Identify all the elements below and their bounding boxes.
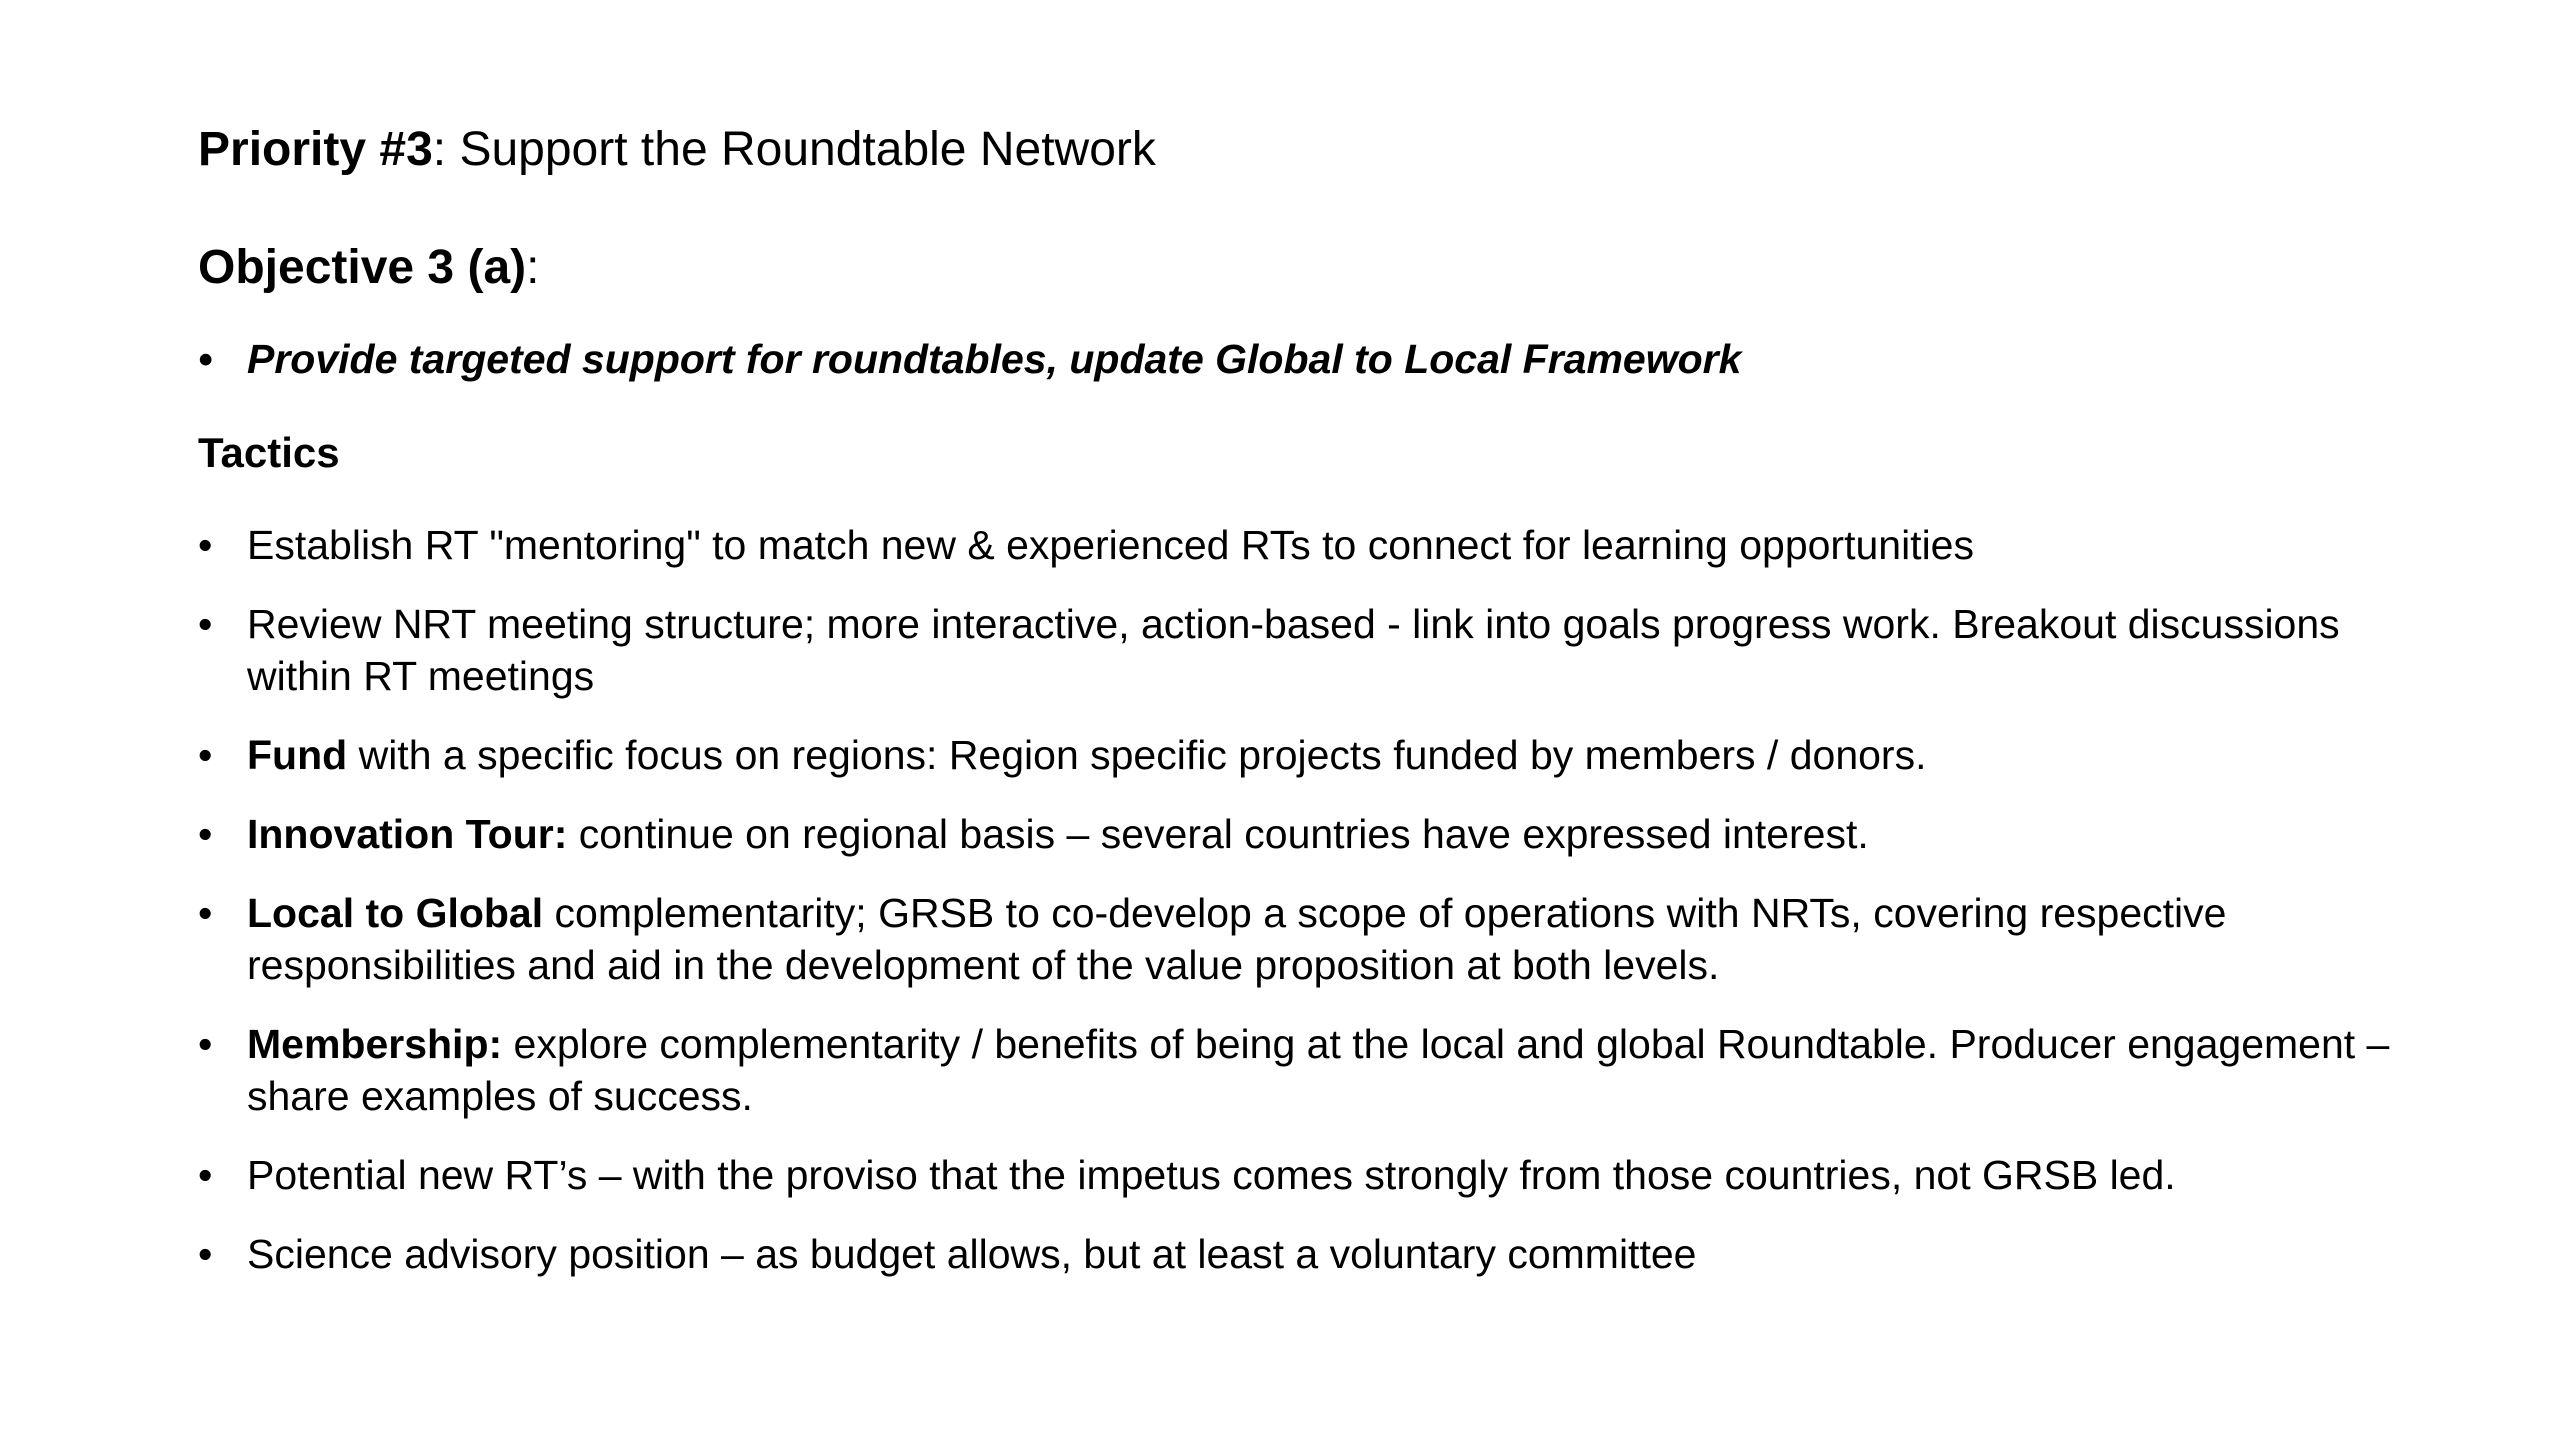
tactics-list [198, 519, 2398, 1280]
objective-list [198, 333, 2398, 385]
tactic-text: Establish RT "mentoring" to match new & experienced RTs to connect for learning opportunities [247, 522, 1974, 568]
tactic-item [198, 729, 2398, 781]
priority-text: : Support the Roundtable Network [432, 123, 1156, 176]
tactic-text: Review NRT meeting structure; more interactive, action-based - link into goals progress work. Breakout discussions within RT meetings [247, 601, 2340, 699]
tactic-lead: Fund [247, 732, 348, 778]
tactic-text: Science advisory position – as budget allows, but at least a voluntary committee [247, 1231, 1697, 1277]
tactic-lead: Membership: [247, 1021, 503, 1067]
tactic-text: with a specific focus on regions: Region specific projects funded by members / donors. [347, 732, 1927, 778]
tactic-text: continue on regional basis – several countries have expressed interest. [567, 811, 1869, 857]
tactic-item [198, 1018, 2398, 1122]
bullet-icon: • [198, 522, 213, 568]
bullet-icon: • [198, 601, 213, 647]
tactic-item [198, 808, 2398, 860]
bullet-icon: • [198, 890, 213, 936]
tactic-text: Potential new RT’s – with the proviso that the impetus comes strongly from those countries, not GRSB led. [247, 1152, 2176, 1198]
objective-item-text: Provide targeted support for roundtables, update Global to Local Framework [247, 336, 1742, 382]
objective-item [198, 333, 2398, 385]
objective-label: Objective 3 (a) [198, 241, 527, 294]
objective-suffix: : [526, 241, 540, 294]
tactic-item [198, 1228, 2398, 1280]
slide-content [198, 115, 2398, 1307]
tactic-lead: Innovation Tour: [247, 811, 568, 857]
tactic-text: explore complementarity / benefits of being at the local and global Roundtable. Producer engagement – share examples of success. [247, 1021, 2390, 1119]
tactic-lead: Local to Global [247, 890, 544, 936]
bullet-icon: • [198, 1021, 213, 1067]
tactic-item [198, 1149, 2398, 1201]
priority-heading [198, 115, 2398, 185]
tactic-item [198, 887, 2398, 991]
tactic-item [198, 519, 2398, 571]
bullet-icon: • [198, 732, 213, 778]
bullet-icon: • [198, 811, 213, 857]
priority-label: Priority #3 [198, 123, 433, 176]
objective-heading [198, 233, 2398, 303]
bullet-icon: • [198, 1152, 213, 1198]
tactic-text: complementarity; GRSB to co-develop a scope of operations with NRTs, covering respective responsibilities and aid in the development of the value proposition at both levels. [247, 890, 2227, 988]
bullet-icon: • [198, 336, 213, 382]
bullet-icon: • [198, 1231, 213, 1277]
tactics-heading: Tactics [198, 429, 340, 476]
tactic-item [198, 598, 2398, 702]
